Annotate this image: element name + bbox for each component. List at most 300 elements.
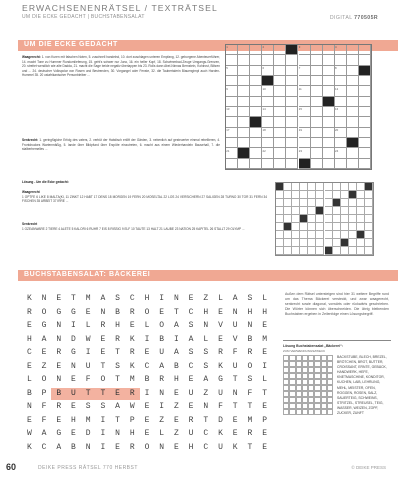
word-search-cell[interactable]: T xyxy=(247,402,253,411)
grid-cell[interactable] xyxy=(323,76,335,86)
word-search-cell[interactable]: E xyxy=(56,294,62,303)
word-search-cell[interactable]: R xyxy=(247,348,253,357)
grid-cell[interactable] xyxy=(335,55,347,65)
grid-cell[interactable]: 2 xyxy=(262,45,274,55)
word-search-cell[interactable]: B xyxy=(51,388,66,400)
grid-cell[interactable] xyxy=(262,55,274,65)
word-search-cell[interactable]: E xyxy=(71,402,76,411)
word-search-cell[interactable]: H xyxy=(129,429,135,438)
word-search-cell[interactable]: K xyxy=(218,429,223,438)
word-search-cell[interactable]: E xyxy=(56,415,62,425)
word-search-cell[interactable]: I xyxy=(262,361,267,371)
grid-cell[interactable] xyxy=(335,138,347,148)
word-search-cell[interactable]: N xyxy=(41,294,47,303)
word-search-cell[interactable]: B xyxy=(115,307,120,317)
word-search-cell[interactable]: C xyxy=(41,442,47,452)
word-search-cell[interactable]: O xyxy=(41,307,47,317)
grid-cell[interactable]: 15 xyxy=(299,107,311,117)
word-search-cell[interactable]: U xyxy=(85,361,91,371)
mini-cell[interactable] xyxy=(327,409,333,415)
grid-cell[interactable]: 22 xyxy=(262,148,274,158)
grid-cell[interactable] xyxy=(274,45,286,55)
word-search-cell[interactable]: S xyxy=(247,294,253,303)
grid-cell[interactable] xyxy=(299,117,311,127)
grid-cell[interactable] xyxy=(238,97,250,107)
word-search-cell[interactable]: W xyxy=(85,334,91,344)
word-search-cell[interactable]: E xyxy=(129,321,135,330)
word-search-cell[interactable]: W xyxy=(129,402,135,411)
grid-cell[interactable] xyxy=(323,148,335,158)
word-search-cell[interactable]: M xyxy=(129,375,135,384)
grid-cell[interactable]: 10 xyxy=(262,86,274,96)
grid-cell[interactable]: 13 xyxy=(226,107,238,117)
grid-cell[interactable] xyxy=(274,138,286,148)
word-search-cell[interactable]: S xyxy=(85,402,91,411)
grid-cell[interactable] xyxy=(262,138,274,148)
grid-cell[interactable] xyxy=(286,107,298,117)
word-search-cell[interactable]: I xyxy=(100,442,106,452)
word-search-cell[interactable]: M xyxy=(262,334,267,344)
word-search-cell[interactable]: C xyxy=(144,361,150,371)
word-search-cell[interactable]: I xyxy=(100,429,106,438)
word-search-cell[interactable]: U xyxy=(218,442,223,452)
grid-cell[interactable] xyxy=(274,128,286,138)
grid-cell[interactable] xyxy=(286,159,298,169)
word-search-cell[interactable]: O xyxy=(100,375,106,384)
word-search-cell[interactable]: G xyxy=(56,429,62,438)
grid-cell[interactable] xyxy=(347,128,359,138)
grid-cell[interactable] xyxy=(359,76,371,86)
grid-cell[interactable] xyxy=(238,66,250,76)
grid-cell[interactable] xyxy=(262,76,274,86)
grid-cell[interactable]: 23 xyxy=(299,148,311,158)
word-search-cell[interactable]: H xyxy=(188,442,194,452)
word-search-cell[interactable]: G xyxy=(71,307,76,317)
word-search-cell[interactable]: P xyxy=(41,388,47,398)
grid-cell[interactable] xyxy=(323,159,335,169)
word-search-cell[interactable]: U xyxy=(159,348,165,357)
word-search-cell[interactable]: T xyxy=(115,348,120,357)
word-search-cell[interactable]: V xyxy=(232,334,238,344)
grid-cell[interactable] xyxy=(226,138,238,148)
word-search-cell[interactable]: N xyxy=(203,402,209,411)
grid-cell[interactable] xyxy=(347,66,359,76)
word-search-cell[interactable]: T xyxy=(115,415,120,425)
word-search-cell[interactable]: R xyxy=(188,415,194,425)
grid-cell[interactable] xyxy=(323,107,335,117)
word-search-cell[interactable]: N xyxy=(159,388,165,398)
word-search-cell[interactable]: G xyxy=(218,375,223,384)
grid-cell[interactable] xyxy=(274,97,286,107)
word-search-cell[interactable]: L xyxy=(159,429,165,438)
word-search-cell[interactable]: E xyxy=(85,307,91,317)
grid-cell[interactable] xyxy=(274,148,286,158)
grid-cell[interactable] xyxy=(238,45,250,55)
word-search-cell[interactable]: E xyxy=(71,429,76,438)
word-search-cell[interactable]: A xyxy=(100,294,106,303)
word-search-cell[interactable]: A xyxy=(56,442,62,452)
grid-cell[interactable]: 24 xyxy=(335,148,347,158)
word-search-cell[interactable]: M xyxy=(247,415,253,425)
word-search-cell[interactable]: E xyxy=(115,442,120,452)
word-search-cell[interactable]: B xyxy=(247,334,253,344)
grid-cell[interactable] xyxy=(347,55,359,65)
word-search-cell[interactable]: H xyxy=(115,321,120,330)
grid-cell[interactable] xyxy=(299,138,311,148)
word-search-cell[interactable]: S xyxy=(188,321,194,330)
grid-cell[interactable] xyxy=(238,138,250,148)
grid-cell[interactable] xyxy=(262,117,274,127)
grid-cell[interactable] xyxy=(238,76,250,86)
word-search-cell[interactable]: O xyxy=(41,375,47,384)
crossword-grid[interactable] xyxy=(225,44,372,170)
word-search-cell[interactable]: S xyxy=(247,375,253,384)
word-search-cell[interactable]: L xyxy=(26,375,32,384)
word-search-cell[interactable]: E xyxy=(232,415,238,425)
word-search-cell[interactable]: I xyxy=(71,321,76,330)
word-search-cell[interactable]: E xyxy=(188,375,194,384)
grid-cell[interactable] xyxy=(250,117,262,127)
grid-cell[interactable] xyxy=(286,128,298,138)
grid-cell[interactable] xyxy=(359,128,371,138)
grid-cell[interactable] xyxy=(335,97,347,107)
word-search-cell[interactable]: L xyxy=(203,334,209,344)
word-search-cell[interactable]: A xyxy=(203,375,209,384)
word-search-cell[interactable]: Z xyxy=(159,415,165,425)
word-search-cell[interactable]: E xyxy=(188,294,194,303)
word-search-cell[interactable]: O xyxy=(247,361,253,371)
grid-cell[interactable] xyxy=(311,55,323,65)
word-search-cell[interactable]: R xyxy=(218,348,223,357)
word-search-cell[interactable]: F xyxy=(41,415,47,425)
word-search-cell[interactable]: N xyxy=(232,388,238,398)
grid-cell[interactable] xyxy=(250,97,262,107)
word-search-cell[interactable]: E xyxy=(100,334,106,344)
word-search-cell[interactable]: P xyxy=(129,415,135,425)
word-search-cell[interactable]: K xyxy=(129,334,135,344)
grid-cell[interactable]: 5 xyxy=(226,66,238,76)
grid-cell[interactable] xyxy=(311,148,323,158)
word-search-cell[interactable]: T xyxy=(232,402,238,411)
grid-cell[interactable] xyxy=(359,66,371,76)
word-search-cell[interactable]: R xyxy=(125,388,140,400)
grid-cell[interactable] xyxy=(359,45,371,55)
grid-cell[interactable] xyxy=(323,138,335,148)
word-search-cell[interactable]: E xyxy=(144,348,150,357)
grid-cell[interactable] xyxy=(323,45,335,55)
word-search-cell[interactable]: N xyxy=(56,321,62,330)
word-search-cell[interactable]: N xyxy=(115,429,120,438)
word-search-cell[interactable]: S xyxy=(115,361,120,371)
grid-cell[interactable] xyxy=(286,138,298,148)
grid-cell[interactable]: 9 xyxy=(226,86,238,96)
word-search-cell[interactable]: D xyxy=(71,334,76,344)
word-search-cell[interactable]: I xyxy=(159,294,165,303)
grid-cell[interactable]: 21 xyxy=(226,148,238,158)
grid-cell[interactable] xyxy=(274,86,286,96)
grid-cell[interactable] xyxy=(311,97,323,107)
word-search-cell[interactable]: N xyxy=(173,294,179,303)
word-search-cell[interactable]: E xyxy=(110,388,125,400)
word-search-cell[interactable]: A xyxy=(41,334,47,344)
grid-cell[interactable]: 20 xyxy=(335,128,347,138)
word-search-cell[interactable]: C xyxy=(203,429,209,438)
word-search-grid[interactable] xyxy=(22,293,272,455)
word-search-cell[interactable]: K xyxy=(218,361,223,371)
grid-cell[interactable] xyxy=(347,76,359,86)
grid-cell[interactable] xyxy=(226,55,238,65)
word-search-cell[interactable]: E xyxy=(144,429,150,438)
word-search-cell[interactable]: H xyxy=(262,307,267,317)
word-search-cell[interactable]: O xyxy=(144,307,150,317)
grid-cell[interactable] xyxy=(250,55,262,65)
grid-cell[interactable] xyxy=(311,45,323,55)
word-search-cell[interactable]: W xyxy=(26,429,32,438)
grid-cell[interactable] xyxy=(250,138,262,148)
grid-cell[interactable] xyxy=(311,128,323,138)
word-search-cell[interactable]: R xyxy=(115,334,120,344)
word-search-cell[interactable]: F xyxy=(247,388,253,398)
word-search-cell[interactable]: C xyxy=(129,294,135,303)
word-search-cell[interactable]: I xyxy=(159,402,165,411)
grid-cell[interactable]: 1 xyxy=(226,45,238,55)
grid-cell[interactable] xyxy=(286,66,298,76)
word-search-cell[interactable]: R xyxy=(100,321,106,330)
grid-cell[interactable]: 11 xyxy=(299,86,311,96)
word-search-cell[interactable]: R xyxy=(247,429,253,438)
word-search-cell[interactable]: N xyxy=(56,334,62,344)
word-search-cell[interactable]: F xyxy=(41,402,47,411)
word-search-cell[interactable]: K xyxy=(26,442,32,452)
word-search-cell[interactable]: L xyxy=(144,321,150,330)
word-search-cell[interactable]: N xyxy=(247,321,253,330)
word-search-cell[interactable]: T xyxy=(173,307,179,317)
word-search-cell[interactable]: N xyxy=(203,321,209,330)
grid-cell[interactable]: 4 xyxy=(335,45,347,55)
word-search-cell[interactable]: E xyxy=(262,442,267,452)
grid-cell[interactable] xyxy=(323,117,335,127)
word-search-cell[interactable]: Z xyxy=(173,429,179,438)
word-search-cell[interactable]: U xyxy=(188,429,194,438)
grid-cell[interactable] xyxy=(238,55,250,65)
word-search-cell[interactable]: A xyxy=(173,348,179,357)
word-search-cell[interactable]: C xyxy=(188,361,194,371)
grid-cell[interactable]: 14 xyxy=(262,107,274,117)
word-search-cell[interactable]: H xyxy=(26,334,32,344)
word-search-cell[interactable]: N xyxy=(56,375,62,384)
grid-cell[interactable] xyxy=(286,86,298,96)
word-search-cell[interactable]: K xyxy=(232,442,238,452)
word-search-cell[interactable]: C xyxy=(188,307,194,317)
word-search-cell[interactable]: U xyxy=(218,388,223,398)
word-search-cell[interactable]: C xyxy=(26,348,32,357)
grid-cell[interactable]: 19 xyxy=(299,128,311,138)
grid-cell[interactable] xyxy=(335,117,347,127)
word-search-cell[interactable]: G xyxy=(41,321,47,330)
grid-cell[interactable] xyxy=(347,86,359,96)
grid-cell[interactable] xyxy=(274,117,286,127)
word-search-cell[interactable]: S xyxy=(100,402,106,411)
grid-cell[interactable] xyxy=(323,86,335,96)
grid-cell[interactable]: 12 xyxy=(335,86,347,96)
word-search-cell[interactable]: H xyxy=(71,415,76,425)
grid-cell[interactable] xyxy=(250,86,262,96)
grid-cell[interactable] xyxy=(359,117,371,127)
grid-cell[interactable] xyxy=(274,76,286,86)
grid-cell[interactable] xyxy=(359,148,371,158)
word-search-cell[interactable]: T xyxy=(81,388,96,400)
grid-cell[interactable] xyxy=(262,97,274,107)
grid-cell[interactable] xyxy=(359,138,371,148)
grid-cell[interactable] xyxy=(299,97,311,107)
word-search-cell[interactable]: M xyxy=(85,294,91,303)
grid-cell[interactable] xyxy=(262,159,274,169)
word-search-cell[interactable]: E xyxy=(26,361,32,371)
grid-cell[interactable] xyxy=(238,117,250,127)
word-search-cell[interactable]: E xyxy=(173,442,179,452)
word-search-cell[interactable]: S xyxy=(203,361,209,371)
grid-cell[interactable]: 6 xyxy=(262,66,274,76)
word-search-cell[interactable]: B xyxy=(26,388,32,398)
word-search-cell[interactable]: E xyxy=(262,321,267,330)
word-search-cell[interactable]: F xyxy=(232,348,238,357)
grid-cell[interactable] xyxy=(323,128,335,138)
word-search-cell[interactable]: H xyxy=(173,375,179,384)
word-search-cell[interactable]: K xyxy=(26,294,32,303)
word-search-cell[interactable]: T xyxy=(100,361,106,371)
grid-cell[interactable] xyxy=(286,148,298,158)
word-search-cell[interactable]: R xyxy=(129,348,135,357)
word-search-cell[interactable]: U xyxy=(232,361,238,371)
word-search-cell[interactable]: H xyxy=(203,307,209,317)
word-search-cell[interactable]: E xyxy=(262,429,267,438)
grid-cell[interactable] xyxy=(238,86,250,96)
grid-cell[interactable] xyxy=(347,45,359,55)
word-search-cell[interactable]: N xyxy=(71,361,76,371)
word-search-cell[interactable]: A xyxy=(159,361,165,371)
grid-cell[interactable] xyxy=(299,55,311,65)
grid-cell[interactable] xyxy=(311,138,323,148)
grid-cell[interactable] xyxy=(311,66,323,76)
grid-cell[interactable] xyxy=(226,159,238,169)
word-search-cell[interactable]: N xyxy=(26,402,32,411)
word-search-cell[interactable]: E xyxy=(41,348,47,357)
grid-cell[interactable] xyxy=(226,117,238,127)
word-search-cell[interactable]: T xyxy=(115,375,120,384)
word-search-cell[interactable]: B xyxy=(71,442,76,452)
grid-cell[interactable] xyxy=(347,148,359,158)
grid-cell[interactable] xyxy=(250,107,262,117)
grid-cell[interactable] xyxy=(347,117,359,127)
word-search-cell[interactable]: H xyxy=(144,294,150,303)
word-search-cell[interactable]: R xyxy=(56,402,62,411)
grid-cell[interactable] xyxy=(238,107,250,117)
word-search-cell[interactable]: G xyxy=(71,348,76,357)
word-search-cell[interactable]: B xyxy=(159,334,165,344)
grid-cell[interactable] xyxy=(359,55,371,65)
word-search-cell[interactable]: E xyxy=(218,307,223,317)
word-search-cell[interactable]: N xyxy=(85,442,91,452)
word-search-cell[interactable]: T xyxy=(203,415,209,425)
grid-cell[interactable] xyxy=(238,159,250,169)
word-search-cell[interactable]: E xyxy=(188,402,194,411)
grid-cell[interactable] xyxy=(347,138,359,148)
grid-cell[interactable]: 7 xyxy=(299,66,311,76)
grid-cell[interactable] xyxy=(286,55,298,65)
grid-cell[interactable] xyxy=(286,117,298,127)
word-search-cell[interactable]: C xyxy=(203,442,209,452)
grid-cell[interactable] xyxy=(299,159,311,169)
grid-cell[interactable] xyxy=(311,76,323,86)
grid-cell[interactable] xyxy=(238,128,250,138)
grid-cell[interactable] xyxy=(335,159,347,169)
word-search-cell[interactable]: A xyxy=(41,429,47,438)
word-search-cell[interactable]: I xyxy=(100,415,106,425)
grid-cell[interactable] xyxy=(347,159,359,169)
grid-cell[interactable] xyxy=(274,55,286,65)
grid-cell[interactable]: 3 xyxy=(299,45,311,55)
grid-cell[interactable] xyxy=(359,159,371,169)
grid-cell[interactable] xyxy=(311,107,323,117)
word-search-cell[interactable]: U xyxy=(66,388,81,400)
grid-cell[interactable] xyxy=(335,76,347,86)
grid-cell[interactable] xyxy=(226,76,238,86)
word-search-cell[interactable]: O xyxy=(144,442,150,452)
grid-cell[interactable] xyxy=(347,107,359,117)
word-search-cell[interactable]: I xyxy=(144,388,150,398)
word-search-cell[interactable]: A xyxy=(232,294,238,303)
grid-cell[interactable]: 16 xyxy=(335,107,347,117)
word-search-cell[interactable]: L xyxy=(218,294,223,303)
word-search-cell[interactable]: R xyxy=(129,442,135,452)
grid-cell[interactable] xyxy=(299,76,311,86)
word-search-cell[interactable]: U xyxy=(188,388,194,398)
word-search-cell[interactable]: R xyxy=(159,375,165,384)
word-search-cell[interactable]: E xyxy=(71,375,76,384)
grid-cell[interactable] xyxy=(274,66,286,76)
grid-cell[interactable] xyxy=(250,128,262,138)
grid-cell[interactable] xyxy=(347,97,359,107)
grid-cell[interactable] xyxy=(323,97,335,107)
word-search-cell[interactable]: I xyxy=(85,348,91,357)
word-search-cell[interactable]: E xyxy=(26,321,32,330)
word-search-cell[interactable]: B xyxy=(144,375,150,384)
grid-cell[interactable] xyxy=(274,107,286,117)
word-search-cell[interactable]: T xyxy=(247,442,253,452)
grid-cell[interactable] xyxy=(250,148,262,158)
word-search-cell[interactable]: E xyxy=(56,361,62,371)
grid-cell[interactable]: 8 xyxy=(335,66,347,76)
word-search-cell[interactable]: R xyxy=(26,307,32,317)
word-search-cell[interactable]: E xyxy=(173,415,179,425)
word-search-cell[interactable]: E xyxy=(26,415,32,425)
word-search-cell[interactable]: A xyxy=(173,321,179,330)
word-search-cell[interactable]: E xyxy=(144,415,150,425)
word-search-cell[interactable]: Z xyxy=(41,361,47,371)
word-search-cell[interactable]: E xyxy=(218,334,223,344)
word-search-cell[interactable]: V xyxy=(218,321,223,330)
word-search-cell[interactable]: E xyxy=(173,388,179,398)
word-search-cell[interactable]: K xyxy=(129,361,135,371)
word-search-cell[interactable]: S xyxy=(203,348,209,357)
word-search-cell[interactable]: S xyxy=(115,294,120,303)
grid-cell[interactable] xyxy=(226,97,238,107)
grid-cell[interactable] xyxy=(359,86,371,96)
grid-cell[interactable] xyxy=(311,117,323,127)
mini-grid[interactable] xyxy=(283,355,333,415)
word-search-cell[interactable]: B xyxy=(173,361,179,371)
word-search-cell[interactable]: F xyxy=(218,402,223,411)
